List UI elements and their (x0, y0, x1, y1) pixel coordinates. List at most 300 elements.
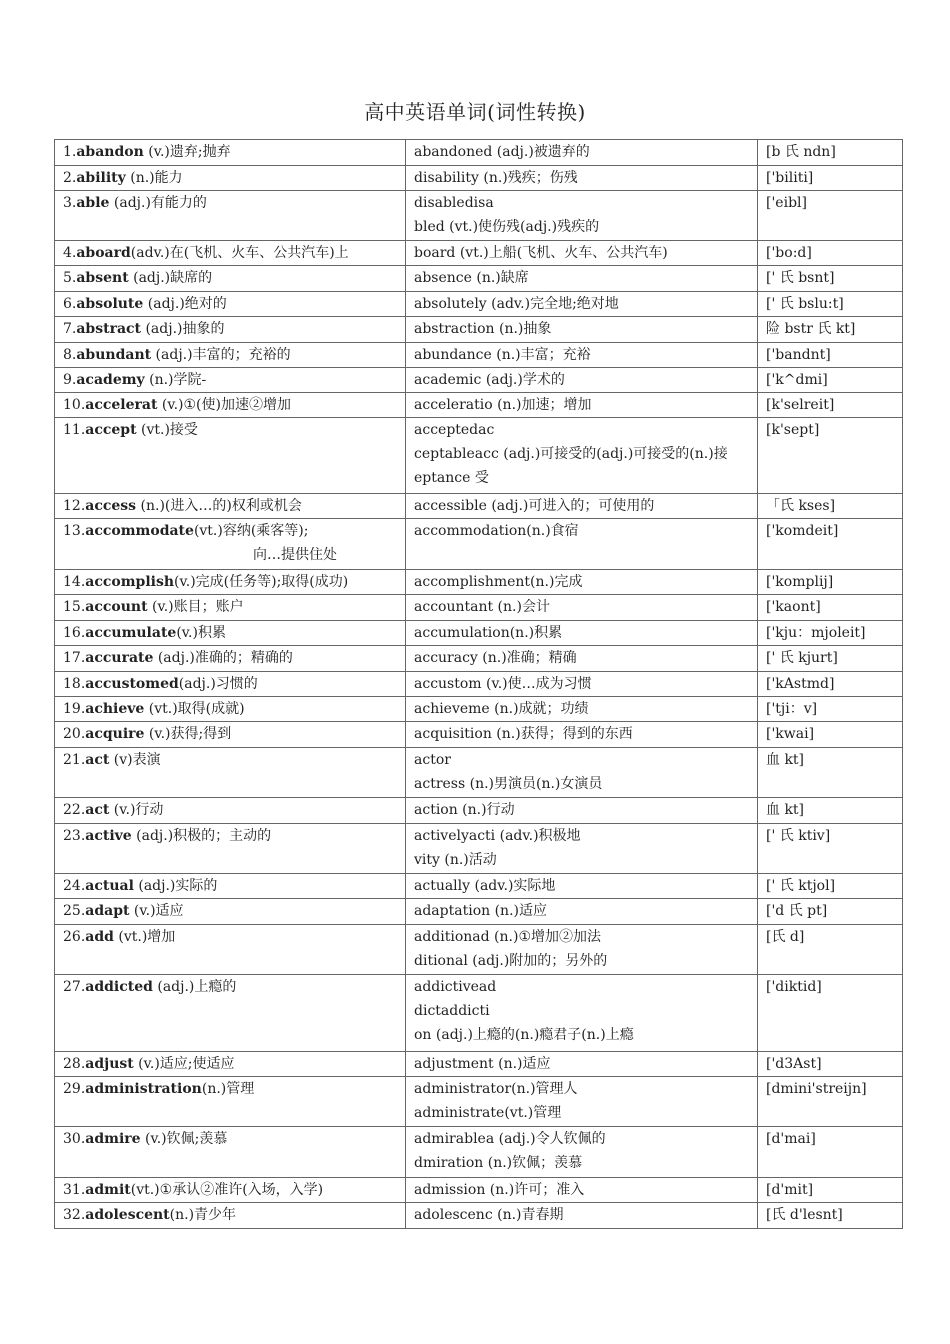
table-row (55, 595, 903, 621)
entry-number: 7. (63, 321, 77, 337)
table-row (55, 241, 903, 266)
headword-cell (55, 621, 406, 646)
phonetic-cell: [' 氏 bslu:t] (758, 292, 903, 317)
derived-form-line: accumulation(n.)积累 (414, 625, 563, 641)
headword-cell (55, 1203, 406, 1229)
derived-form-line: ceptableacc (adj.)可接受的(adj.)可接受的(n.)接 (414, 446, 728, 462)
entry-number: 11. (63, 422, 86, 438)
definition: (n.)能力 (125, 170, 183, 186)
derived-form-line: acceptedac (414, 422, 495, 438)
derived-form-line: accomplishment(n.)完成 (414, 574, 583, 590)
headword-line (63, 317, 397, 341)
headword: absolute (76, 296, 144, 312)
table-row (55, 166, 903, 191)
phonetic-cell: ['kAstmd] (758, 672, 903, 697)
headword-line (63, 595, 397, 619)
phonetic-cell: ['komplij] (758, 570, 903, 595)
headword-cell (55, 393, 406, 418)
derived-form-line: disability (n.)残疾；伤残 (414, 170, 578, 186)
headword: acquire (85, 726, 145, 742)
derived-forms-cell (406, 975, 758, 1052)
headword: actual (85, 878, 134, 894)
derived-form-line: ditional (adj.)附加的；另外的 (414, 953, 608, 969)
headword-cell (55, 1178, 406, 1203)
headword: accept (85, 422, 137, 438)
headword-line (63, 1052, 397, 1076)
derived-form-line: abandoned (adj.)被遗弃的 (414, 144, 590, 160)
headword-line (63, 1203, 397, 1227)
derived-forms-cell (406, 722, 758, 748)
derived-form-line: acceleratio (n.)加速；增加 (414, 397, 592, 413)
phonetic-cell: ['tji：v] (758, 697, 903, 722)
derived-forms-cell (406, 570, 758, 595)
phonetic-cell: [d'mai] (758, 1127, 903, 1178)
headword-line (63, 1077, 397, 1101)
phonetic-cell: ['k^dmi] (758, 368, 903, 393)
phonetic-cell: ['diktid] (758, 975, 903, 1052)
headword-cell (55, 570, 406, 595)
headword-line (63, 798, 397, 822)
derived-form-line: bled (vt.)使伤残(adj.)残疾的 (414, 219, 600, 235)
table-row (55, 140, 903, 166)
derived-forms-cell (406, 519, 758, 570)
derived-forms-cell (406, 292, 758, 317)
derived-forms-cell (406, 798, 758, 824)
derived-forms-cell (406, 621, 758, 646)
derived-forms-cell (406, 140, 758, 166)
derived-form-line: eptance 受 (414, 470, 489, 486)
table-row (55, 292, 903, 317)
headword-line (63, 697, 397, 721)
headword-line (63, 1178, 397, 1202)
headword: adapt (85, 903, 130, 919)
definition: (adv.)在(飞机、火车、公共汽车)上 (130, 245, 349, 261)
derived-form-line: absolutely (adv.)完全地;绝对地 (414, 296, 619, 312)
definition: (adj.)抽象的 (141, 321, 225, 337)
derived-form-line: accommodation(n.)食宿 (414, 523, 579, 539)
headword-cell (55, 317, 406, 343)
derived-form-line: action (n.)行动 (414, 802, 515, 818)
headword-cell (55, 975, 406, 1052)
headword-line (63, 621, 397, 645)
entry-number: 29. (63, 1081, 86, 1097)
definition: (v.)积累 (176, 625, 226, 641)
headword: act (85, 802, 110, 818)
table-row (55, 1077, 903, 1127)
derived-forms-cell (406, 1052, 758, 1077)
headword: able (76, 195, 110, 211)
derived-forms-cell (406, 191, 758, 241)
entry-number: 17. (63, 650, 86, 666)
phonetic-cell: ['d 氏 pt] (758, 899, 903, 925)
table-row (55, 317, 903, 343)
phonetic-cell: [' 氏 ktiv] (758, 824, 903, 874)
table-row (55, 570, 903, 595)
entry-number: 23. (63, 828, 86, 844)
phonetic-cell: [氏 d'lesnt] (758, 1203, 903, 1229)
entry-number: 25. (63, 903, 86, 919)
entry-number: 13. (63, 523, 86, 539)
headword-cell (55, 824, 406, 874)
headword-cell (55, 519, 406, 570)
headword: administration (85, 1081, 202, 1097)
entry-number: 21. (63, 752, 86, 768)
derived-form-line: adolescenc (n.)青春期 (414, 1207, 564, 1223)
derived-form-line: actor (414, 752, 451, 768)
entry-number: 1. (63, 144, 77, 160)
headword-cell (55, 697, 406, 722)
headword-line (63, 292, 397, 316)
headword-cell (55, 140, 406, 166)
table-row (55, 722, 903, 748)
headword-line (63, 343, 397, 367)
derived-forms-cell (406, 1127, 758, 1178)
phonetic-cell: [k'selreit] (758, 393, 903, 418)
entry-number: 31. (63, 1182, 86, 1198)
headword: add (85, 929, 114, 945)
headword-line (63, 368, 397, 392)
phonetic-cell: 「氏 kses] (758, 494, 903, 519)
definition: (v.)适应 (129, 903, 184, 919)
headword-cell (55, 646, 406, 672)
headword-cell (55, 874, 406, 899)
definition: (v)表演 (109, 752, 161, 768)
headword-cell (55, 343, 406, 368)
entry-number: 32. (63, 1207, 86, 1223)
phonetic-cell: [' 氏 bsnt] (758, 266, 903, 292)
derived-form-line: administrator(n.)管理人 (414, 1081, 578, 1097)
table-row (55, 1178, 903, 1203)
phonetic-cell: ['kju：mjoleit] (758, 621, 903, 646)
headword: abstract (76, 321, 142, 337)
phonetic-cell: ['eibl] (758, 191, 903, 241)
derived-forms-cell (406, 899, 758, 925)
entry-number: 18. (63, 676, 86, 692)
entry-number: 22. (63, 802, 86, 818)
derived-form-line: admission (n.)许可；准入 (414, 1182, 585, 1198)
table-row (55, 748, 903, 798)
definition: (v.)钦佩;羡慕 (140, 1131, 228, 1147)
headword-cell (55, 899, 406, 925)
entry-number: 12. (63, 498, 86, 514)
derived-form-line: absence (n.)缺席 (414, 270, 529, 286)
derived-form-line: board (vt.)上船(飞机、火车、公共汽车) (414, 245, 668, 261)
headword-cell (55, 925, 406, 975)
definition: (adj.)缺席的 (128, 270, 213, 286)
headword: ability (76, 170, 126, 186)
page-title: 高中英语单词(词性转换) (364, 100, 586, 124)
headword-line (63, 874, 397, 898)
phonetic-cell: ['komdeit] (758, 519, 903, 570)
derived-form-line: adjustment (n.)适应 (414, 1056, 551, 1072)
entry-number: 27. (63, 979, 86, 995)
derived-form-line: disabledisa (414, 195, 494, 211)
derived-form-line: abundance (n.)丰富；充裕 (414, 347, 591, 363)
derived-form-line: on (adj.)上瘾的(n.)瘾君子(n.)上瘾 (414, 1027, 634, 1043)
vocabulary-table-body (55, 140, 903, 1229)
derived-forms-cell (406, 824, 758, 874)
table-row (55, 393, 903, 418)
derived-forms-cell (406, 266, 758, 292)
headword: accustomed (85, 676, 179, 692)
definition: (adj.)绝对的 (143, 296, 227, 312)
table-row (55, 1127, 903, 1178)
phonetic-cell: ['bandnt] (758, 343, 903, 368)
phonetic-cell: ['bo:d] (758, 241, 903, 266)
headword-line (63, 393, 397, 417)
derived-form-line: accountant (n.)会计 (414, 599, 550, 615)
headword: absent (76, 270, 129, 286)
table-row (55, 494, 903, 519)
phonetic-cell: ['kwai] (758, 722, 903, 748)
headword-line (63, 646, 397, 670)
derived-forms-cell (406, 672, 758, 697)
entry-number: 30. (63, 1131, 86, 1147)
definition: (v.)完成(任务等);取得(成功) (174, 574, 349, 590)
definition: (adj.)实际的 (133, 878, 218, 894)
headword: admire (85, 1131, 141, 1147)
headword-cell (55, 798, 406, 824)
definition: (n.)学院- (144, 372, 207, 388)
headword: academy (76, 372, 145, 388)
headword-cell (55, 494, 406, 519)
table-row (55, 418, 903, 494)
headword: accelerat (85, 397, 158, 413)
definition: (v.)适应;使适应 (133, 1056, 235, 1072)
table-row (55, 697, 903, 722)
derived-forms-cell (406, 595, 758, 621)
definition: (adj.)习惯的 (178, 676, 258, 692)
definition: (v.)账目；账户 (147, 599, 244, 615)
derived-form-line: vity (n.)活动 (414, 852, 497, 868)
phonetic-cell: ['d3Ast] (758, 1052, 903, 1077)
phonetic-cell: [' 氏 ktjol] (758, 874, 903, 899)
table-row (55, 824, 903, 874)
headword-cell (55, 722, 406, 748)
table-row (55, 519, 903, 570)
headword: addicted (85, 979, 153, 995)
headword-line (63, 722, 397, 746)
derived-forms-cell (406, 925, 758, 975)
headword-line (63, 140, 397, 164)
derived-form-line: actress (n.)男演员(n.)女演员 (414, 776, 603, 792)
headword-line (63, 1127, 397, 1151)
headword-cell (55, 1052, 406, 1077)
derived-form-line: accessible (adj.)可进入的；可使用的 (414, 498, 655, 514)
table-row (55, 266, 903, 292)
headword-line (63, 266, 397, 290)
headword-line (63, 672, 397, 696)
derived-form-line: activelyacti (adv.)积极地 (414, 828, 581, 844)
table-row (55, 621, 903, 646)
headword: accurate (85, 650, 154, 666)
phonetic-cell: [k'sept] (758, 418, 903, 494)
headword: abandon (76, 144, 144, 160)
derived-form-line: actually (adv.)实际地 (414, 878, 556, 894)
derived-form-line: dictaddicti (414, 1003, 490, 1019)
headword-line (63, 543, 397, 567)
derived-forms-cell (406, 697, 758, 722)
derived-forms-cell (406, 1077, 758, 1127)
vocabulary-table (54, 139, 903, 1229)
definition: (adj.)有能力的 (109, 195, 207, 211)
headword-cell (55, 292, 406, 317)
headword-line (63, 418, 397, 442)
entry-number: 9. (63, 372, 77, 388)
definition: (vt.)增加 (113, 929, 176, 945)
derived-forms-cell (406, 418, 758, 494)
headword: achieve (85, 701, 145, 717)
headword-line (63, 748, 397, 772)
headword: accomplish (85, 574, 175, 590)
headword-line (63, 925, 397, 949)
derived-form-line: accuracy (n.)准确；精确 (414, 650, 577, 666)
table-row (55, 343, 903, 368)
phonetic-cell: [氏 d] (758, 925, 903, 975)
entry-number: 24. (63, 878, 86, 894)
entry-number: 20. (63, 726, 86, 742)
definition: (n.)(进入…的)权利或机会 (136, 498, 302, 514)
headword: accommodate (85, 523, 194, 539)
definition: (n.)管理 (201, 1081, 255, 1097)
derived-forms-cell (406, 166, 758, 191)
derived-form-line: administrate(vt.)管理 (414, 1105, 562, 1121)
derived-forms-cell (406, 241, 758, 266)
entry-number: 6. (63, 296, 77, 312)
table-row (55, 798, 903, 824)
derived-form-line: adaptation (n.)适应 (414, 903, 547, 919)
headword: abundant (76, 347, 152, 363)
headword: adolescent (85, 1207, 170, 1223)
derived-forms-cell (406, 393, 758, 418)
entry-number: 3. (63, 195, 77, 211)
definition: 向…提供住处 (253, 547, 337, 563)
derived-forms-cell (406, 646, 758, 672)
table-row (55, 975, 903, 1052)
definition: (v.)①(使)加速②增加 (157, 397, 291, 413)
headword-cell (55, 166, 406, 191)
phonetic-cell: [' 氏 kjurt] (758, 646, 903, 672)
definition: (v.)获得;得到 (144, 726, 232, 742)
entry-number: 10. (63, 397, 86, 413)
headword-line (63, 241, 397, 265)
headword: admit (85, 1182, 131, 1198)
phonetic-cell: 险 bstr 氏 kt] (758, 317, 903, 343)
headword-line (63, 494, 397, 518)
phonetic-cell: ['biliti] (758, 166, 903, 191)
table-row (55, 672, 903, 697)
derived-form-line: abstraction (n.)抽象 (414, 321, 552, 337)
headword-cell (55, 418, 406, 494)
derived-forms-cell (406, 1178, 758, 1203)
entry-number: 14. (63, 574, 86, 590)
definition: (v.)行动 (109, 802, 164, 818)
derived-forms-cell (406, 1203, 758, 1229)
entry-number: 19. (63, 701, 86, 717)
derived-forms-cell (406, 368, 758, 393)
headword-cell (55, 748, 406, 798)
phonetic-cell: ['kaont] (758, 595, 903, 621)
derived-form-line: admirablea (adj.)令人钦佩的 (414, 1131, 606, 1147)
table-row (55, 368, 903, 393)
table-row (55, 1203, 903, 1229)
derived-forms-cell (406, 343, 758, 368)
phonetic-cell: 血 kt] (758, 798, 903, 824)
table-row (55, 925, 903, 975)
derived-forms-cell (406, 748, 758, 798)
headword-cell (55, 368, 406, 393)
headword-cell (55, 1077, 406, 1127)
headword-line (63, 975, 397, 999)
table-row (55, 1052, 903, 1077)
headword-cell (55, 266, 406, 292)
definition: (adj.)上瘾的 (152, 979, 237, 995)
headword: active (85, 828, 132, 844)
derived-form-line: dmiration (n.)钦佩；羡慕 (414, 1155, 583, 1171)
derived-form-line: additionad (n.)①增加②加法 (414, 929, 601, 945)
derived-form-line: addictivead (414, 979, 497, 995)
table-row (55, 874, 903, 899)
headword-line (63, 519, 397, 543)
headword-line (63, 191, 397, 215)
headword-cell (55, 672, 406, 697)
definition: (vt.)①承认②准许(入场，入学) (130, 1182, 324, 1198)
derived-form-line: achieveme (n.)成就；功绩 (414, 701, 589, 717)
phonetic-cell: [d'mit] (758, 1178, 903, 1203)
definition: (vt.)容纳(乘客等); (193, 523, 309, 539)
entry-number: 4. (63, 245, 77, 261)
derived-forms-cell (406, 317, 758, 343)
headword-cell (55, 241, 406, 266)
entry-number: 16. (63, 625, 86, 641)
definition: (vt.)接受 (136, 422, 198, 438)
headword: act (85, 752, 110, 768)
headword-cell (55, 1127, 406, 1178)
phonetic-cell: 血 kt] (758, 748, 903, 798)
definition: (adj.)准确的；精确的 (153, 650, 293, 666)
entry-number: 5. (63, 270, 77, 286)
headword: access (85, 498, 137, 514)
table-row (55, 899, 903, 925)
headword: aboard (76, 245, 131, 261)
headword: accumulate (85, 625, 177, 641)
headword-line (63, 166, 397, 190)
headword-line (63, 824, 397, 848)
headword-cell (55, 595, 406, 621)
table-row (55, 191, 903, 241)
definition: (vt.)取得(成就) (144, 701, 245, 717)
entry-number: 15. (63, 599, 86, 615)
derived-form-line: academic (adj.)学术的 (414, 372, 565, 388)
headword: adjust (85, 1056, 134, 1072)
definition: (n.)青少年 (169, 1207, 237, 1223)
headword: account (85, 599, 148, 615)
phonetic-cell: [dmini'streijn] (758, 1077, 903, 1127)
entry-number: 26. (63, 929, 86, 945)
headword-line (63, 570, 397, 594)
definition: (adj.)积极的；主动的 (131, 828, 272, 844)
derived-form-line: acquisition (n.)获得；得到的东西 (414, 726, 633, 742)
derived-forms-cell (406, 494, 758, 519)
headword-cell (55, 191, 406, 241)
derived-form-line: accustom (v.)使…成为习惯 (414, 676, 592, 692)
headword-line (63, 899, 397, 923)
entry-number: 28. (63, 1056, 86, 1072)
table-row (55, 646, 903, 672)
entry-number: 8. (63, 347, 77, 363)
entry-number: 2. (63, 170, 77, 186)
derived-forms-cell (406, 874, 758, 899)
